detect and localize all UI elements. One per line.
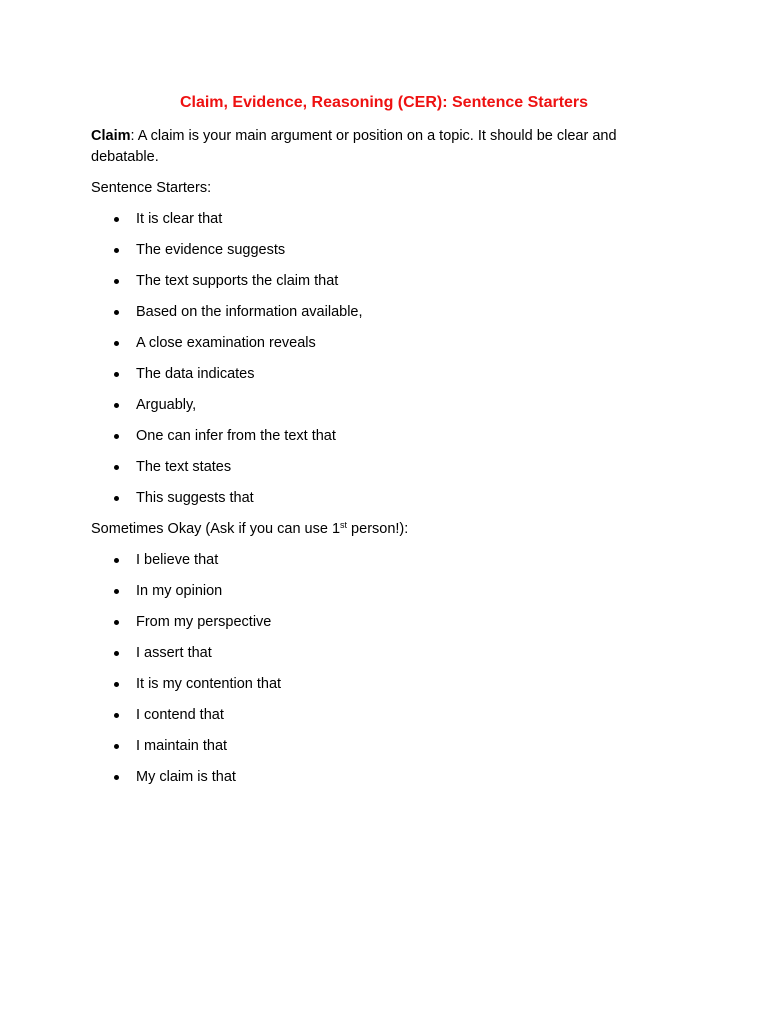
- list-item: [0, 240, 768, 271]
- sentence-starters-list: [0, 209, 768, 519]
- list-item: [0, 395, 768, 426]
- list-item: [0, 736, 768, 767]
- list-item-text: The text states: [136, 459, 232, 475]
- sometimes-okay-suffix: person!):: [347, 521, 409, 537]
- bullet-icon: [114, 682, 119, 687]
- bullet-icon: [114, 403, 119, 408]
- list-item: [0, 488, 768, 519]
- bullet-icon: [114, 558, 119, 563]
- list-item-text: I believe that: [136, 552, 219, 568]
- bullet-icon: [114, 744, 119, 749]
- list-item: [0, 674, 768, 705]
- list-item: [0, 550, 768, 581]
- list-item-text: In my opinion: [136, 583, 223, 599]
- bullet-icon: [114, 651, 119, 656]
- bullet-icon: [114, 217, 119, 222]
- list-item-text: My claim is that: [136, 769, 236, 785]
- bullet-icon: [114, 310, 119, 315]
- claim-term: Claim: [91, 128, 131, 144]
- claim-definition: [91, 126, 671, 168]
- bullet-icon: [114, 341, 119, 346]
- bullet-icon: [114, 620, 119, 625]
- ordinal-superscript: st: [340, 520, 348, 530]
- list-item: [0, 333, 768, 364]
- list-item-text: I maintain that: [136, 738, 228, 754]
- list-item: [0, 426, 768, 457]
- list-item-text: The data indicates: [136, 366, 255, 382]
- list-item: [0, 705, 768, 736]
- bullet-icon: [114, 465, 119, 470]
- list-item-text: From my perspective: [136, 614, 272, 630]
- list-item-text: I assert that: [136, 645, 212, 661]
- list-item: [0, 457, 768, 488]
- list-item-text: Based on the information available,: [136, 304, 363, 320]
- bullet-icon: [114, 589, 119, 594]
- list-item: [0, 581, 768, 612]
- list-item-text: A close examination reveals: [136, 335, 316, 351]
- bullet-icon: [114, 372, 119, 377]
- list-item-text: The evidence suggests: [136, 242, 286, 258]
- list-item-text: It is my contention that: [136, 676, 282, 692]
- list-item-text: The text supports the claim that: [136, 273, 339, 289]
- list-item-text: One can infer from the text that: [136, 428, 336, 444]
- list-item-text: Arguably,: [136, 397, 197, 413]
- list-item: [0, 364, 768, 395]
- bullet-icon: [114, 279, 119, 284]
- list-item: [0, 643, 768, 674]
- sometimes-okay-list: [0, 550, 768, 798]
- list-item: [0, 612, 768, 643]
- claim-definition-text: : A claim is your main argument or position on a topic. It should be clear and debatable.: [91, 128, 617, 165]
- bullet-icon: [114, 434, 119, 439]
- bullet-icon: [114, 248, 119, 253]
- sentence-starters-heading: Sentence Starters:: [91, 180, 212, 196]
- list-item-text: I contend that: [136, 707, 224, 723]
- bullet-icon: [114, 496, 119, 501]
- bullet-icon: [114, 713, 119, 718]
- bullet-icon: [114, 775, 119, 780]
- sometimes-okay-heading: [91, 519, 671, 540]
- page-title: Claim, Evidence, Reasoning (CER): Sentence Starters: [179, 94, 589, 111]
- list-item: [0, 209, 768, 240]
- list-item-text: It is clear that: [136, 211, 223, 227]
- list-item: [0, 271, 768, 302]
- list-item-text: This suggests that: [136, 490, 254, 506]
- sometimes-okay-prefix: Sometimes Okay (Ask if you can use 1: [91, 521, 341, 537]
- list-item: [0, 767, 768, 798]
- list-item: [0, 302, 768, 333]
